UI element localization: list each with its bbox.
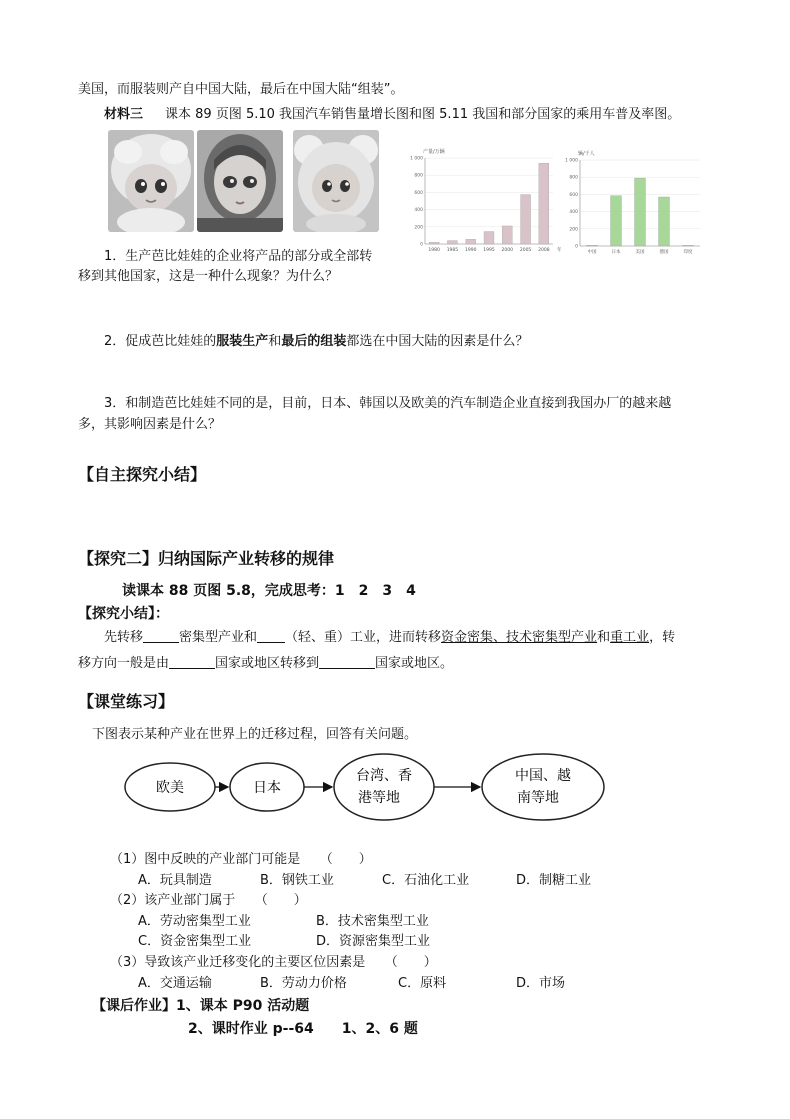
practice-question-1: （1）图中反映的产业部门可能是 （ ）: [110, 852, 372, 867]
material-three: [104, 103, 680, 122]
bar: [521, 195, 531, 244]
self-explore-summary-heading: 【自主探究小结】: [78, 465, 207, 484]
practice-question-2: （2）该产业部门属于 （ ）: [110, 893, 307, 908]
y-tick-label: 600: [414, 190, 423, 196]
practice-intro: 下图表示某种产业在世界上的迁移过程，回答有关问题。: [92, 727, 418, 742]
summary-text: 先转移: [104, 630, 144, 645]
x-tick-label: 印度: [683, 250, 693, 255]
y-tick-label: 800: [414, 173, 423, 179]
question-1-line-2: 移到其他国家，这是一种什么现象？为什么？: [78, 269, 339, 284]
y-tick-label: 200: [569, 227, 578, 233]
y-tick-label: 0: [420, 242, 423, 248]
bar: [683, 245, 694, 246]
material-label: 材料三: [104, 107, 144, 122]
flow-label-japan: 日本: [253, 780, 281, 796]
x-tick-label: 1990: [464, 248, 477, 253]
x-tick-label: 1985: [446, 248, 459, 253]
bar: [484, 232, 494, 244]
homework-label: 【课后作业】: [92, 998, 176, 1014]
flow-node-china-vietnam: [482, 754, 604, 820]
underlined-text: 资金密集、技术密集型产业: [441, 630, 598, 645]
question-2: [104, 330, 528, 349]
explore-summary-line-2: [78, 652, 453, 671]
flow-label-china-line1: 中国、越: [515, 768, 571, 784]
x-tick-label: 德国: [659, 250, 669, 255]
doll-photo-2: [197, 130, 283, 232]
q2-part: 都选在中国大陆的因素是什么？: [346, 334, 529, 349]
x-tick-label: 2008: [538, 248, 550, 253]
x-tick-label: 1995: [483, 248, 495, 253]
class-practice-heading: 【课堂练习】: [78, 692, 175, 711]
q1-option-a[interactable]: A．玩具制造: [138, 873, 212, 888]
x-tick-label: 美国: [635, 250, 645, 255]
industry-migration-flow: [120, 748, 610, 828]
flow-label-europe-america: 欧美: [156, 780, 184, 796]
summary-text: 国家或地区。: [375, 656, 454, 671]
fill-blank[interactable]: [257, 629, 285, 643]
flow-label-china-line2: 南等地: [517, 790, 559, 806]
question-3-line-1: 3．和制造芭比娃娃不同的是，目前，日本、韩国以及欧美的汽车制造企业直接到我国办厂的越来越: [104, 396, 672, 411]
q3-option-a[interactable]: A．交通运输: [138, 976, 212, 991]
q3-option-b[interactable]: B．劳动力价格: [260, 976, 347, 991]
y-axis-label: 辆/千人: [578, 151, 595, 157]
q1-option-d[interactable]: D．制糖工业: [516, 873, 592, 888]
y-tick-label: 1 000: [565, 158, 578, 164]
summary-text: ，转: [649, 630, 676, 645]
bar: [502, 226, 512, 244]
q3-option-c[interactable]: C．原料: [398, 976, 447, 991]
practice-question-3: （3）导致该产业迁移变化的主要区位因素是 （ ）: [110, 955, 437, 970]
q2-option-b[interactable]: B．技术密集型工业: [316, 914, 429, 929]
bar: [635, 178, 646, 246]
question-1-line-1: 1．生产芭比娃娃的企业将产品的部分或全部转: [104, 249, 373, 264]
car-ownership-chart: [560, 148, 710, 258]
fill-blank[interactable]: [143, 629, 179, 643]
material-text: 课本 89 页图 5.10 我国汽车销售量增长图和图 5.11 我国和部分国家的乘用车普及率图。: [165, 107, 681, 122]
explore-two-reading: 读课本 88 页图 5.8，完成思考：1 2 3 4: [122, 583, 416, 599]
q2-bold-clothing: 服装生产: [216, 334, 269, 349]
car-production-chart: [395, 140, 565, 258]
y-axis-label: 产量/万辆: [423, 149, 445, 155]
explore-summary-line-1: [104, 626, 675, 645]
q2-option-c[interactable]: C．资金密集型工业: [138, 934, 252, 949]
x-tick-label: 1980: [428, 248, 440, 253]
bar: [466, 239, 476, 244]
q2-bold-assembly: 最后的组装: [281, 334, 347, 349]
x-tick-label: 2005: [519, 248, 532, 253]
homework-line-1: [92, 995, 309, 1015]
flow-label-taiwan-line1: 台湾、香: [356, 768, 412, 784]
q2-option-d[interactable]: D．资源密集型工业: [316, 934, 431, 949]
flow-label-taiwan-line2: 港等地: [358, 790, 400, 806]
q1-option-c[interactable]: C．石油化工业: [382, 873, 470, 888]
continuation-line: 美国，而服装则产自中国大陆，最后在中国大陆“组装”。: [78, 82, 404, 97]
summary-text: 移方向一般是由: [78, 656, 170, 671]
y-tick-label: 0: [575, 244, 578, 250]
underlined-text: 重工业: [610, 630, 650, 645]
q2-option-a[interactable]: A．劳动密集型工业: [138, 914, 251, 929]
bar: [429, 242, 439, 244]
homework-item-2: 2、课时作业 p--64 1、2、6 题: [188, 1021, 418, 1037]
bar: [587, 245, 598, 246]
bar: [611, 196, 622, 246]
bar: [539, 163, 549, 244]
x-unit-label: 年: [557, 248, 562, 253]
y-tick-label: 400: [569, 210, 578, 216]
y-tick-label: 400: [414, 208, 423, 214]
y-tick-label: 1 000: [410, 156, 423, 162]
q2-part: 和: [268, 334, 282, 349]
explore-two-heading: 【探究二】归纳国际产业转移的规律: [78, 549, 335, 568]
question-3-line-2: 多，其影响因素是什么？: [78, 417, 222, 432]
summary-text: 和: [597, 630, 611, 645]
q2-part: 2．促成芭比娃娃的: [104, 334, 217, 349]
x-tick-label: 中国: [587, 250, 597, 255]
doll-photo-1: [108, 130, 194, 232]
x-tick-label: 日本: [611, 250, 621, 255]
x-tick-label: 2000: [501, 248, 514, 253]
q3-option-d[interactable]: D．市场: [516, 976, 566, 991]
summary-text: （轻、重）工业，进而转移: [285, 630, 442, 645]
doll-photo-3: [293, 130, 379, 232]
bar: [447, 241, 457, 244]
y-tick-label: 800: [569, 175, 578, 181]
y-tick-label: 600: [569, 192, 578, 198]
summary-text: 密集型产业和: [179, 630, 258, 645]
fill-blank[interactable]: [169, 655, 215, 669]
flow-node-taiwan-hongkong: [334, 754, 434, 820]
bar: [659, 197, 670, 246]
q1-option-b[interactable]: B．钢铁工业: [260, 873, 334, 888]
homework-item-1: 1、课本 P90 活动题: [176, 998, 310, 1014]
summary-text: 国家或地区转移到: [215, 656, 320, 671]
fill-blank[interactable]: [319, 655, 375, 669]
y-tick-label: 200: [414, 225, 423, 231]
explore-summary-heading: 【探究小结】：: [78, 606, 169, 622]
